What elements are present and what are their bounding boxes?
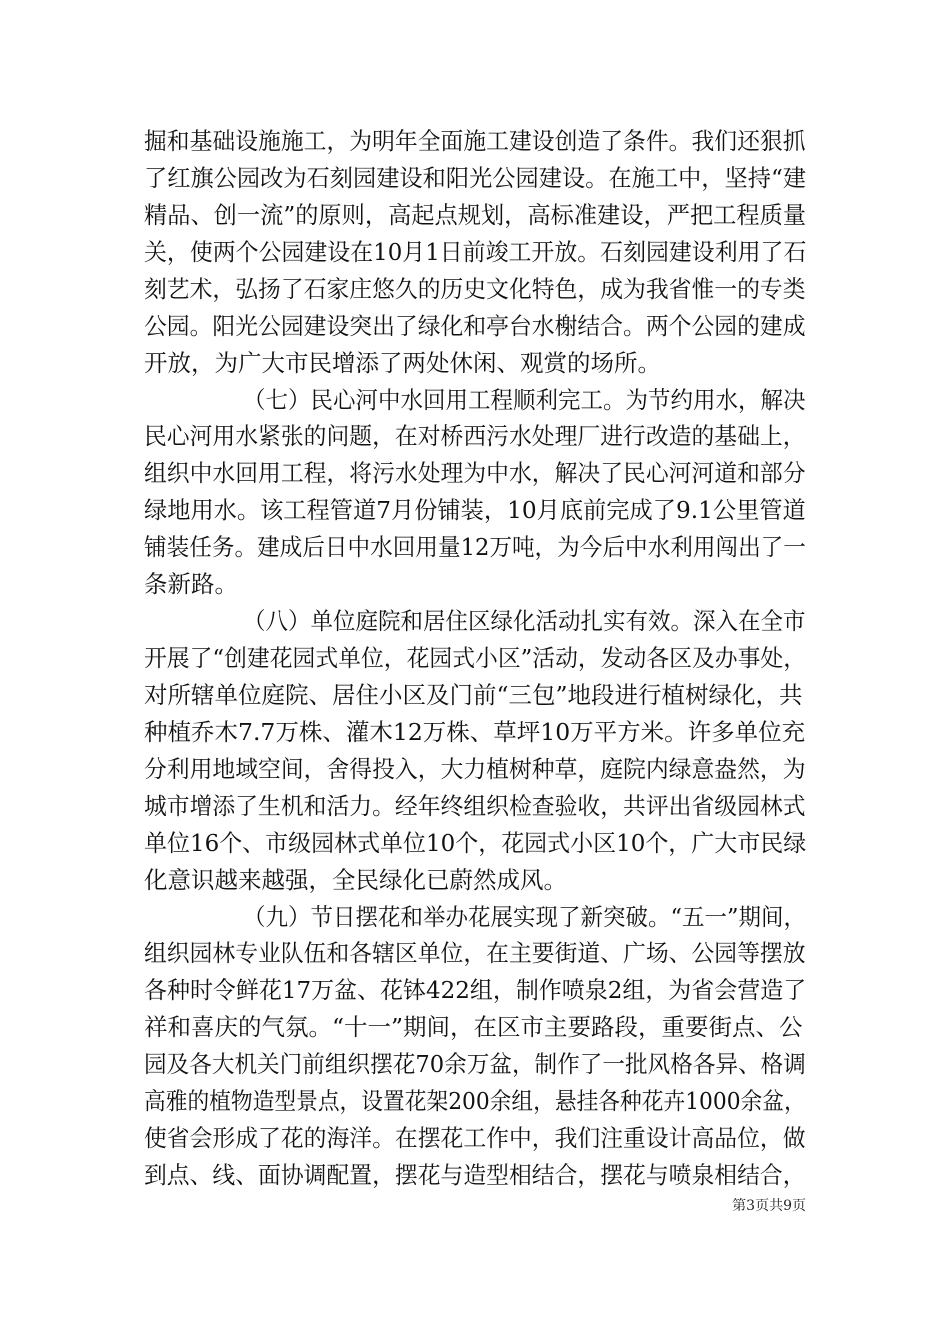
text-line-23: 组织园林专业队伍和各辖区单位，在主要街道、广场、公园等摆放 xyxy=(144,939,806,967)
text-line-12: 铺装任务。建成后日中水回用量12万吨，为今后中水利用闯出了一 xyxy=(144,533,806,561)
text-line-11: 绿地用水。该工程管道7月份铺装，10月底前完成了9.1公里管道 xyxy=(144,496,806,524)
text-line-10: 组织中水回用工程，将污水处理为中水，解决了民心河河道和部分 xyxy=(144,459,806,487)
text-line-19: 城市增添了生机和活力。经年终组织检查验收，共评出省级园林式 xyxy=(144,792,806,820)
text-line-13: 条新路。 xyxy=(144,570,238,598)
text-line-16: 对所辖单位庭院、居住小区及门前“三包”地段进行植树绿化，共 xyxy=(144,681,803,709)
text-line-7: 开放，为广大市民增添了两处休闲、观赏的场所。 xyxy=(144,349,661,377)
text-line-22: （九）节日摆花和举办花展实现了新突破。“五一”期间， xyxy=(243,903,807,931)
text-line-24: 各种时令鲜花17万盆、花钵422组，制作喷泉2组，为省会营造了 xyxy=(144,976,807,1004)
text-line-27: 高雅的植物造型景点，设置花架200余组，悬挂各种花卉1000余盆， xyxy=(144,1087,806,1115)
page-number-footer: 第3页共9页 xyxy=(732,1198,806,1214)
text-line-6: 公园。阳光公园建设突出了绿化和亭台水榭结合。两个公园的建成 xyxy=(144,312,806,340)
text-line-28: 使省会形成了花的海洋。在摆花工作中，我们注重设计高品位，做 xyxy=(144,1124,806,1152)
text-line-3: 精品、创一流”的原则，高起点规划，高标准建设，严把工程质量 xyxy=(144,201,807,229)
text-line-25: 祥和喜庆的气氛。“十一”期间，在区市主要路段，重要街点、公 xyxy=(144,1013,803,1041)
text-line-29: 到点、线、面协调配置，摆花与造型相结合，摆花与喷泉相结合， xyxy=(144,1161,806,1189)
text-line-18: 分利用地域空间，舍得投入，大力植树种草，庭院内绿意盎然，为 xyxy=(144,755,806,783)
text-line-4: 关，使两个公园建设在10月1日前竣工开放。石刻园建设利用了石 xyxy=(144,238,807,266)
text-line-9: 民心河用水紧张的问题，在对桥西污水处理厂进行改造的基础上， xyxy=(144,422,806,450)
text-line-20: 单位16个、市级园林式单位10个，花园式小区10个，广大市民绿 xyxy=(144,829,807,857)
text-line-5: 刻艺术，弘扬了石家庄悠久的历史文化特色，成为我省惟一的专类 xyxy=(144,275,806,303)
text-line-8: （七）民心河中水回用工程顺利完工。为节约用水，解决 xyxy=(243,386,806,414)
text-line-2: 了红旗公园改为石刻园建设和阳光公园建设。在施工中，坚持“建 xyxy=(144,164,807,192)
text-line-15: 开展了“创建花园式单位，花园式小区”活动，发动各区及办事处， xyxy=(144,644,807,672)
text-line-17: 种植乔木7.7万株、灌木12万株、草坪10万平方米。许多单位充 xyxy=(144,718,806,746)
text-line-14: （八）单位庭院和居住区绿化活动扎实有效。深入在全市 xyxy=(243,607,806,635)
text-line-26: 园及各大机关门前组织摆花70余万盆，制作了一批风格各异、格调 xyxy=(144,1050,806,1078)
text-line-1: 掘和基础设施施工，为明年全面施工建设创造了条件。我们还狠抓 xyxy=(144,127,806,155)
text-line-21: 化意识越来越强，全民绿化已蔚然成风。 xyxy=(144,866,567,894)
